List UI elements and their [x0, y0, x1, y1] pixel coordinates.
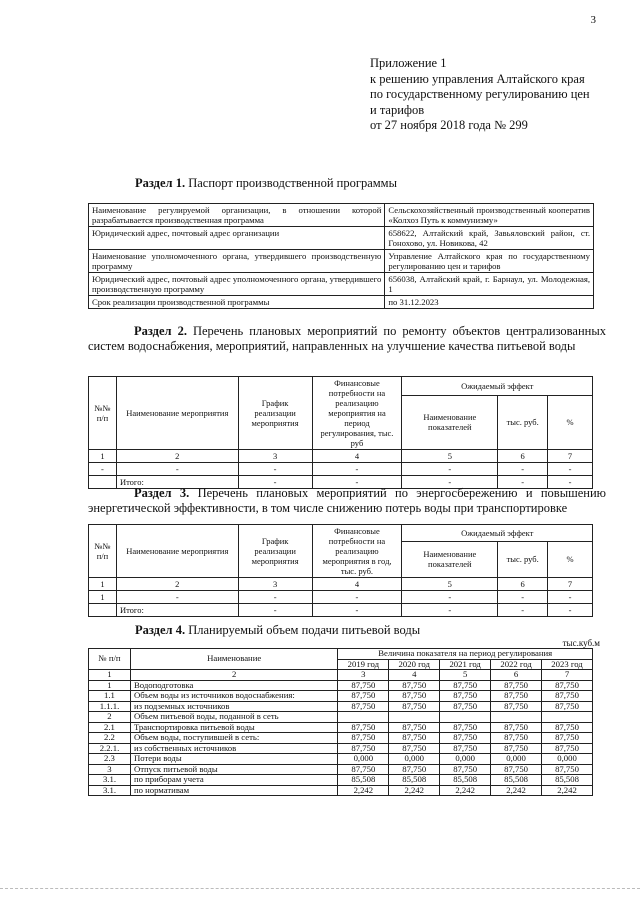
row-name: Объем воды, поступившей в сеть:: [130, 733, 337, 744]
cell: 1: [89, 591, 117, 604]
row-value: 87,750: [338, 764, 389, 775]
row-number: 2.2.1.: [89, 743, 131, 754]
cell: -: [312, 591, 402, 604]
row-value: 87,750: [440, 764, 491, 775]
row-value: 87,750: [440, 701, 491, 712]
row-number: 2.1: [89, 722, 131, 733]
section4-title-rest: Планируемый объем подачи питьевой воды: [185, 623, 421, 637]
appendix-line: к решению управления Алтайского края: [370, 71, 585, 86]
row-value: 87,750: [542, 733, 593, 744]
row-value: 87,750: [389, 764, 440, 775]
row-number: 2.3: [89, 754, 131, 765]
row-value: [440, 712, 491, 723]
table-header-row: [89, 525, 593, 542]
cell: -: [498, 604, 548, 617]
section4-table: [88, 648, 593, 796]
table-row: [89, 680, 593, 691]
passport-value: Сельскохозяйственный производственный кооператив «Колхоз Путь к коммунизму»: [385, 204, 594, 227]
passport-table: [88, 203, 594, 309]
section4-body: [89, 680, 593, 796]
col-number: 2: [130, 670, 337, 681]
section3-title: [88, 486, 606, 516]
page-number: 3: [590, 14, 596, 26]
row-value: 87,750: [440, 722, 491, 733]
header-year: 2023 год: [542, 659, 593, 670]
cell: -: [402, 476, 498, 489]
row-number: 1: [89, 680, 131, 691]
cell: -: [498, 476, 548, 489]
section2-table: [88, 376, 593, 489]
cell: -: [312, 476, 402, 489]
row-value: 2,242: [440, 785, 491, 796]
header-name: Наименование мероприятия: [116, 377, 238, 450]
row-number: 3.1.: [89, 785, 131, 796]
cell: -: [498, 463, 548, 476]
row-value: [542, 712, 593, 723]
cell: -: [238, 604, 312, 617]
header-finance: Финансовые потребности на реализацию мероприятия в год, тыс. руб.: [312, 525, 402, 578]
passport-label: Срок реализации производственной программы: [89, 296, 385, 309]
table-row: [89, 785, 593, 796]
row-value: [389, 712, 440, 723]
col-number: 3: [338, 670, 389, 681]
table-header-row: [89, 377, 593, 396]
table-row: [89, 204, 594, 227]
row-name: Потери воды: [130, 754, 337, 765]
row-value: 87,750: [389, 680, 440, 691]
row-value: 0,000: [389, 754, 440, 765]
row-name: по приборам учета: [130, 775, 337, 786]
header-thousand: тыс. руб.: [498, 395, 548, 449]
section4-title-bold: Раздел 4.: [135, 623, 186, 637]
section4-title: [135, 623, 420, 638]
header-effect: Ожидаемый эффект: [402, 525, 593, 542]
passport-value: 658622, Алтайский край, Завьяловский район, ст. Гонохово, ул. Новикова, 42: [385, 227, 594, 250]
row-name: Водоподготовка: [130, 680, 337, 691]
page-bottom-edge: [0, 888, 640, 889]
row-value: 87,750: [440, 691, 491, 702]
row-value: 2,242: [542, 785, 593, 796]
row-value: 87,750: [542, 680, 593, 691]
col-number: 2: [116, 450, 238, 463]
row-value: 87,750: [491, 680, 542, 691]
col-number: 3: [238, 578, 312, 591]
row-value: 87,750: [440, 680, 491, 691]
passport-value: Управление Алтайского края по государственному регулированию цен и тарифов: [385, 250, 594, 273]
table-row: [89, 722, 593, 733]
row-value: 2,242: [389, 785, 440, 796]
table-header-row: [89, 649, 593, 660]
header-indicator: Наименование показателей: [402, 541, 498, 577]
row-value: 87,750: [440, 743, 491, 754]
col-number: 6: [498, 578, 548, 591]
col-number: 6: [491, 670, 542, 681]
section2-title: [88, 324, 606, 354]
row-value: [491, 712, 542, 723]
header-thousand: тыс. руб.: [498, 541, 548, 577]
row-value: 85,508: [389, 775, 440, 786]
row-number: 3: [89, 764, 131, 775]
col-number: 7: [548, 578, 593, 591]
header-finance: Финансовые потребности на реализацию мероприятия на период регулирования, тыс. руб: [312, 377, 402, 450]
table-row: [89, 296, 594, 309]
cell: -: [548, 476, 593, 489]
cell: -: [402, 591, 498, 604]
table-row: [89, 463, 593, 476]
cell: -: [238, 591, 312, 604]
col-number: 2: [116, 578, 238, 591]
cell: -: [548, 591, 593, 604]
row-value: 0,000: [338, 754, 389, 765]
header-num: №№ п/п: [89, 377, 117, 450]
header-num: № п/п: [89, 649, 131, 670]
section2-title-rest: Перечень плановых мероприятий по ремонту объектов централизованных систем водоснабжения, мероприятий, направленных на улучшение качества питьевой воды: [88, 324, 606, 353]
passport-label: Наименование регулируемой организации, в отношении которой разрабатывается производственная программа: [89, 204, 385, 227]
row-value: 0,000: [491, 754, 542, 765]
cell: -: [89, 463, 117, 476]
row-value: 85,508: [440, 775, 491, 786]
row-value: 87,750: [338, 743, 389, 754]
row-value: 87,750: [389, 743, 440, 754]
col-number: 7: [548, 450, 593, 463]
table-row: [89, 775, 593, 786]
col-number: 1: [89, 578, 117, 591]
cell: -: [116, 463, 238, 476]
col-number: 4: [389, 670, 440, 681]
section1-title-rest: Паспорт производственной программы: [185, 176, 397, 190]
appendix-line: и тарифов: [370, 102, 425, 117]
table-row: [89, 591, 593, 604]
section1-title-bold: Раздел 1.: [135, 176, 186, 190]
row-number: 3.1.: [89, 775, 131, 786]
cell: -: [116, 591, 238, 604]
row-value: 2,242: [491, 785, 542, 796]
section3-title-rest: Перечень плановых мероприятий по энергосбережению и повышению энергетической эффективности, в том числе снижению потерь воды при транспортировке: [88, 486, 606, 515]
row-value: 87,750: [491, 701, 542, 712]
col-number: 6: [498, 450, 548, 463]
row-value: 87,750: [491, 764, 542, 775]
total-label: Итого:: [116, 604, 238, 617]
header-year: 2022 год: [491, 659, 542, 670]
header-year: 2020 год: [389, 659, 440, 670]
row-value: 87,750: [542, 722, 593, 733]
header-indicator: Наименование показателей: [402, 395, 498, 449]
col-number: 1: [89, 670, 131, 681]
col-number: 5: [440, 670, 491, 681]
cell: -: [498, 591, 548, 604]
col-number: 7: [542, 670, 593, 681]
appendix-header: [370, 56, 620, 134]
row-value: 87,750: [440, 733, 491, 744]
row-value: 0,000: [542, 754, 593, 765]
row-value: 87,750: [542, 701, 593, 712]
row-value: 87,750: [338, 680, 389, 691]
row-name: Объем питьевой воды, поданной в сеть: [130, 712, 337, 723]
col-number: 4: [312, 450, 402, 463]
col-number: 5: [402, 450, 498, 463]
table-row: [89, 691, 593, 702]
row-value: 85,508: [542, 775, 593, 786]
row-name: Объем воды из источников водоснабжения:: [130, 691, 337, 702]
col-number: 5: [402, 578, 498, 591]
table-row: [89, 227, 594, 250]
row-name: Транспортировка питьевой воды: [130, 722, 337, 733]
row-value: 87,750: [389, 701, 440, 712]
section3-table: [88, 524, 593, 617]
total-row: [89, 604, 593, 617]
total-label: Итого:: [116, 476, 238, 489]
row-number: 1.1.1.: [89, 701, 131, 712]
passport-label: Наименование уполномоченного органа, утвердившего производственную программу: [89, 250, 385, 273]
row-value: 2,242: [338, 785, 389, 796]
cell: -: [312, 463, 402, 476]
cell: -: [238, 476, 312, 489]
row-name: Отпуск питьевой воды: [130, 764, 337, 775]
row-value: [338, 712, 389, 723]
row-number: 1.1: [89, 691, 131, 702]
col-number: 3: [238, 450, 312, 463]
cell: -: [402, 604, 498, 617]
row-value: 85,508: [491, 775, 542, 786]
section1-title: [135, 176, 397, 191]
passport-value: 656038, Алтайский край, г. Барнаул, ул. Молодежная, 1: [385, 273, 594, 296]
row-value: 87,750: [491, 691, 542, 702]
cell: -: [238, 463, 312, 476]
row-value: 87,750: [389, 722, 440, 733]
row-value: 87,750: [389, 733, 440, 744]
table-row: [89, 764, 593, 775]
row-value: 85,508: [338, 775, 389, 786]
table-row: [89, 733, 593, 744]
column-numbers-row: [89, 578, 593, 591]
header-percent: %: [548, 541, 593, 577]
row-value: 87,750: [338, 691, 389, 702]
appendix-line: от 27 ноября 2018 года № 299: [370, 118, 528, 132]
column-numbers-row: [89, 670, 593, 681]
row-value: 87,750: [542, 764, 593, 775]
row-value: 87,750: [491, 733, 542, 744]
cell: -: [402, 463, 498, 476]
col-number: 4: [312, 578, 402, 591]
row-value: 87,750: [338, 701, 389, 712]
header-schedule: График реализации мероприятия: [238, 525, 312, 578]
section2-title-bold: Раздел 2.: [134, 324, 187, 338]
cell: -: [312, 604, 402, 617]
header-effect: Ожидаемый эффект: [402, 377, 593, 396]
header-year: 2021 год: [440, 659, 491, 670]
table-row: [89, 754, 593, 765]
table-row: [89, 701, 593, 712]
row-name: по нормативам: [130, 785, 337, 796]
appendix-line: по государственному регулированию цен: [370, 87, 590, 101]
passport-label: Юридический адрес, почтовый адрес уполномоченного органа, утвердившего производственную программу: [89, 273, 385, 296]
column-numbers-row: [89, 450, 593, 463]
appendix-line: Приложение 1: [370, 56, 447, 70]
unit-label: тыс.куб.м: [562, 638, 600, 648]
header-period: Величина показателя на период регулирования: [338, 649, 593, 660]
table-row: [89, 712, 593, 723]
row-number: 2.2: [89, 733, 131, 744]
row-name: из собственных источников: [130, 743, 337, 754]
header-year: 2019 год: [338, 659, 389, 670]
row-value: 87,750: [338, 733, 389, 744]
row-value: 87,750: [491, 722, 542, 733]
row-value: 87,750: [338, 722, 389, 733]
table-row: [89, 273, 594, 296]
passport-label: Юридический адрес, почтовый адрес организации: [89, 227, 385, 250]
row-value: 87,750: [542, 691, 593, 702]
header-name: Наименование: [130, 649, 337, 670]
row-value: 87,750: [542, 743, 593, 754]
row-name: из подземных источников: [130, 701, 337, 712]
header-schedule: График реализации мероприятия: [238, 377, 312, 450]
table-row: [89, 250, 594, 273]
header-num: №№ п/п: [89, 525, 117, 578]
row-number: 2: [89, 712, 131, 723]
row-value: 87,750: [389, 691, 440, 702]
header-percent: %: [548, 395, 593, 449]
cell: -: [548, 463, 593, 476]
passport-value: по 31.12.2023: [385, 296, 594, 309]
section3-title-bold: Раздел 3.: [134, 486, 190, 500]
col-number: 1: [89, 450, 117, 463]
cell: [89, 604, 117, 617]
cell: -: [548, 604, 593, 617]
row-value: 87,750: [491, 743, 542, 754]
table-row: [89, 743, 593, 754]
row-value: 0,000: [440, 754, 491, 765]
header-name: Наименование мероприятия: [116, 525, 238, 578]
